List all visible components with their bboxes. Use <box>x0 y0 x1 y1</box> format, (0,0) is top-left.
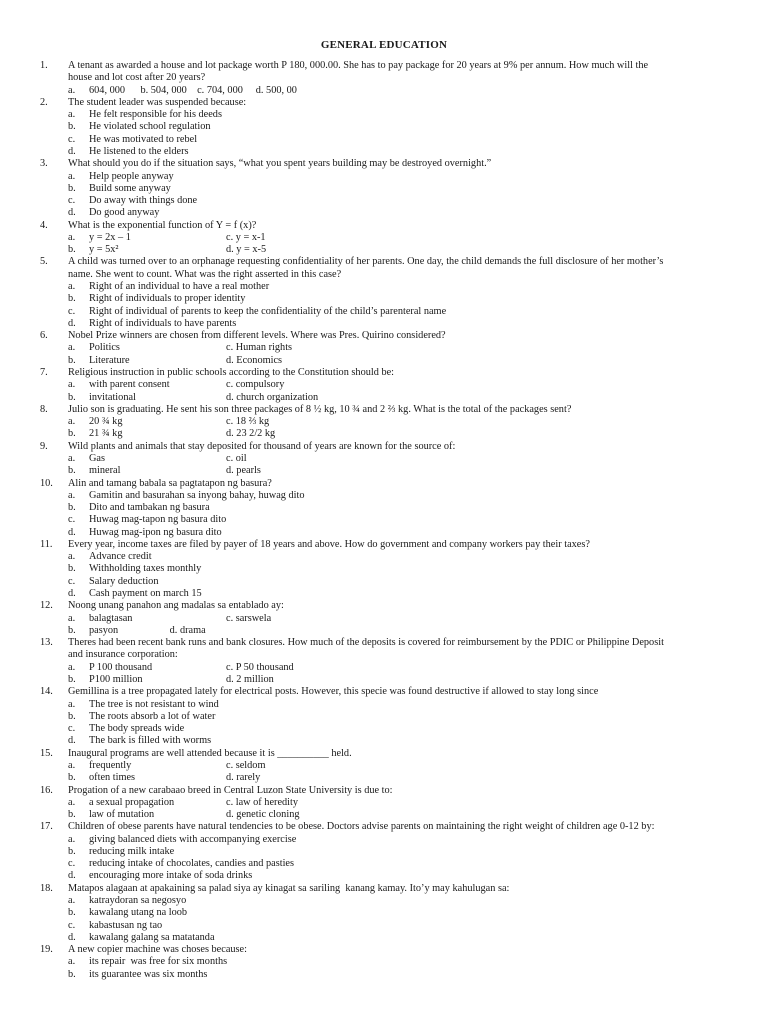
choice-letter: d. <box>68 317 76 329</box>
choice-text: a sexual propagation <box>89 796 175 808</box>
question-number: 4. <box>40 219 48 231</box>
question-text: Progation of a new carabaao breed in Central Luzon State University is due to: <box>68 784 393 796</box>
choice-text: P100 million <box>89 674 143 685</box>
choice-letter: b. <box>68 907 76 919</box>
choice-letter: a. <box>68 759 76 771</box>
choice-letter: d. <box>68 735 76 747</box>
question-text: Inaugural programs are well attended because it is __________ held. <box>68 747 352 759</box>
question-text: A tenant as awarded a house and lot package worth P 180, 000.00. She has to pay package for 20 years at 9% per annum. How much will the <box>68 60 649 71</box>
choice-text: Huwag mag-tapon ng basura dito <box>89 514 227 526</box>
question-number: 10. <box>40 477 53 489</box>
choice-text: Help people anyway <box>89 170 174 182</box>
choice-text: kawalang galang sa matatanda <box>89 931 215 943</box>
choice-letter: b. <box>68 563 76 575</box>
choice-text-second: d. 23 2/2 kg <box>226 428 276 440</box>
choice-text-second: c. sarswela <box>226 612 272 624</box>
question-text: What is the exponential function of Y = f (x)? <box>68 219 257 231</box>
question-number: 16. <box>40 784 53 796</box>
choice-text-second: d. Economics <box>226 354 283 366</box>
choice-text: law of mutation <box>89 809 155 821</box>
question-number: 15. <box>40 747 53 759</box>
choice-text: pasyon d. drama <box>89 624 206 636</box>
choice-text: Huwag mag-ipon ng basura dito <box>89 526 222 538</box>
choice-text: its guarantee was six months <box>89 968 208 980</box>
question-number: 18. <box>40 882 53 894</box>
question-number: 5. <box>40 256 48 268</box>
question-text: Nobel Prize winners are chosen from different levels. Where was Pres. Quirino considered? <box>68 330 446 342</box>
choice-text-second: c. compulsory <box>226 379 285 391</box>
choice-text: 604, 000 b. 504, 000 c. 704, 000 d. 500, 00 <box>89 84 297 96</box>
choice-text: Right of individual of parents to keep the confidentiality of the child’s parenteral name <box>89 305 447 317</box>
question-text: The student leader was suspended because: <box>68 96 247 108</box>
choice-letter: d. <box>68 145 76 157</box>
question-text: Wild plants and animals that stay deposited for thousand of years are known for the source of: <box>68 440 456 452</box>
choice-text: invitational <box>89 391 136 403</box>
question-text: Every year, income taxes are filed by payer of 18 years and above. How do government and company workers pay their taxes? <box>68 538 590 550</box>
question-number: 3. <box>40 158 48 170</box>
choice-letter: d. <box>68 207 76 219</box>
choice-text: mineral <box>89 465 121 477</box>
question-number: 17. <box>40 821 53 833</box>
choice-letter: a. <box>68 452 76 464</box>
question-number: 7. <box>40 367 48 378</box>
choice-text: Literature <box>89 354 130 366</box>
choice-text: kawalang utang na loob <box>89 907 188 919</box>
choice-letter: a. <box>68 281 76 293</box>
choice-letter: a. <box>68 833 76 845</box>
choice-letter: b. <box>68 624 76 636</box>
choice-text: Advance credit <box>89 551 152 563</box>
choice-text-second: d. rarely <box>226 772 261 784</box>
choice-text: Salary deduction <box>89 575 159 587</box>
choice-text: Build some anyway <box>89 182 171 194</box>
choice-letter: a. <box>68 109 76 121</box>
choice-text: kabastusan ng tao <box>89 919 163 931</box>
choice-text: P 100 thousand <box>89 661 153 673</box>
choice-text-second: d. y = x-5 <box>226 244 267 256</box>
choice-text: Dito and tambakan ng basura <box>89 502 210 514</box>
question-number: 6. <box>40 330 48 342</box>
choice-text: Do away with things done <box>89 195 198 207</box>
question-number: 13. <box>40 637 53 649</box>
document-title: GENERAL EDUCATION <box>320 39 448 51</box>
choice-letter: c. <box>68 858 76 870</box>
choice-text-second: c. y = x-1 <box>226 231 266 243</box>
question-text: Noong unang panahon ang madalas sa entablado ay: <box>68 600 284 612</box>
choice-letter: c. <box>68 575 76 587</box>
choice-text: Right of individuals to have parents <box>89 317 237 329</box>
question-number: 19. <box>40 944 53 956</box>
choice-letter: b. <box>68 845 76 857</box>
choice-text: Gas <box>89 452 106 464</box>
choice-text: frequently <box>89 759 132 771</box>
choice-letter: c. <box>68 195 76 207</box>
choice-text: Withholding taxes monthly <box>89 563 202 575</box>
choice-text-second: c. oil <box>226 452 247 464</box>
choice-text-second: d. 2 million <box>226 674 274 685</box>
question-text: A new copier machine was choses because: <box>68 944 247 956</box>
choice-letter: c. <box>68 723 76 735</box>
question-text-wrap: and insurance corporation: <box>68 649 178 661</box>
choice-text: balagtasan <box>89 612 133 624</box>
choice-text: Gamitin and basurahan sa inyong bahay, huwag dito <box>89 489 305 501</box>
choice-text: y = 5x² <box>89 244 119 256</box>
choice-text: with parent consent <box>89 379 170 391</box>
question-number: 2. <box>40 96 48 108</box>
choice-text: katraydoran sa negosyo <box>89 895 187 907</box>
question-text: Matapos alagaan at apakaining sa palad siya ay kinagat sa sariling kanang kamay. Ito’y may kahulugan sa: <box>68 882 510 894</box>
choice-text: Cash payment on march 15 <box>89 588 202 600</box>
question-text: Children of obese parents have natural tendencies to be obese. Doctors advise parents on maintaining the right weight of children age 0-12 by: <box>68 821 655 833</box>
choice-letter: c. <box>68 514 76 526</box>
choice-text-second: c. 18 ⅔ kg <box>226 416 270 428</box>
question-number: 14. <box>40 686 53 698</box>
choice-letter: b. <box>68 244 76 256</box>
question-text: Gemillina is a tree propagated lately for electrical posts. However, this specie was found destructive if allowed to stay long since <box>68 686 599 698</box>
choice-letter: a. <box>68 231 76 243</box>
choice-text: Right of an individual to have a real mother <box>89 281 270 293</box>
choice-letter: a. <box>68 170 76 182</box>
choice-text: 20 ¾ kg <box>89 416 123 428</box>
choice-letter: a. <box>68 379 76 391</box>
choice-text: its repair was free for six months <box>89 956 228 968</box>
choice-letter: b. <box>68 809 76 821</box>
choice-text: The roots absorb a lot of water <box>89 710 216 722</box>
choice-letter: d. <box>68 588 76 600</box>
question-number: 12. <box>40 600 53 612</box>
choice-text: reducing milk intake <box>89 845 175 857</box>
choice-text: The body spreads wide <box>89 723 185 735</box>
choice-letter: b. <box>68 968 76 980</box>
choice-letter: a. <box>68 84 76 96</box>
question-number: 9. <box>40 440 48 452</box>
choice-text-second: c. Human rights <box>226 342 293 354</box>
choice-text: He felt responsible for his deeds <box>89 109 222 121</box>
question-text: What should you do if the situation says, “what you spent years building may be destroyed overnight.” <box>68 158 492 170</box>
choice-text: often times <box>89 772 136 784</box>
choice-text: Right of individuals to proper identity <box>89 293 246 305</box>
choice-text: encouraging more intake of soda drinks <box>89 870 253 882</box>
choice-letter: a. <box>68 612 76 624</box>
choice-text: reducing intake of chocolates, candies and pasties <box>89 858 295 870</box>
choice-text: 21 ¾ kg <box>89 428 123 440</box>
question-text: A child was turned over to an orphanage requesting confidentiality of her parents. One day, the child demands the full disclosure of her mother’s <box>68 256 664 268</box>
question-text: Theres had been recent bank runs and bank closures. How much of the deposits is covered for reimbursement by the PDIC or Philippine Deposit <box>68 637 664 649</box>
choice-text-second: d. pearls <box>226 465 261 477</box>
choice-letter: a. <box>68 551 76 563</box>
choice-letter: c. <box>68 919 76 931</box>
choice-letter: b. <box>68 182 76 194</box>
choice-text: He listened to the elders <box>89 145 189 157</box>
question-number: 11. <box>40 538 53 550</box>
choice-letter: b. <box>68 465 76 477</box>
choice-letter: b. <box>68 772 76 784</box>
question-text-wrap: house and lot cost after 20 years? <box>68 72 206 84</box>
choice-letter: a. <box>68 895 76 907</box>
choice-letter: b. <box>68 710 76 722</box>
choice-text: The tree is not resistant to wind <box>89 698 219 710</box>
choice-letter: d. <box>68 526 76 538</box>
choice-text-second: d. church organization <box>226 391 319 403</box>
choice-letter: b. <box>68 674 76 685</box>
choice-text: He violated school regulation <box>89 121 211 133</box>
question-text: Religious instruction in public schools according to the Constitution should be: <box>68 367 395 378</box>
question-number: 1. <box>40 60 48 71</box>
choice-letter: b. <box>68 121 76 133</box>
question-text: Alin and tamang babala sa pagtatapon ng basura? <box>68 477 272 489</box>
choice-letter: c. <box>68 133 76 145</box>
choice-text: The bark is filled with worms <box>89 735 212 747</box>
question-text: Julio son is graduating. He sent his son three packages of 8 ½ kg, 10 ¾ and 2 ⅔ kg. What is the total of the packages sent? <box>68 403 572 415</box>
choice-text-second: c. law of heredity <box>226 796 299 808</box>
choice-text: He was motivated to rebel <box>89 133 198 145</box>
choice-text-second: c. seldom <box>226 759 266 771</box>
choice-text-second: d. genetic cloning <box>226 809 300 821</box>
choice-text: Do good anyway <box>89 207 160 219</box>
choice-letter: b. <box>68 391 76 403</box>
choice-letter: a. <box>68 661 76 673</box>
choice-letter: d. <box>68 931 76 943</box>
choice-letter: b. <box>68 502 76 514</box>
choice-text: y = 2x – 1 <box>89 231 131 243</box>
choice-letter: b. <box>68 428 76 440</box>
choice-letter: c. <box>68 305 76 317</box>
choice-letter: a. <box>68 489 76 501</box>
choice-letter: b. <box>68 293 76 305</box>
choice-letter: a. <box>68 698 76 710</box>
choice-letter: a. <box>68 796 76 808</box>
choice-text: Politics <box>89 342 120 354</box>
choice-letter: a. <box>68 416 76 428</box>
choice-letter: a. <box>68 956 76 968</box>
choice-text-second: c. P 50 thousand <box>226 661 294 673</box>
choice-text: giving balanced diets with accompanying exercise <box>89 833 297 845</box>
choice-letter: b. <box>68 354 76 366</box>
choice-letter: a. <box>68 342 76 354</box>
question-text-wrap: name. She went to count. What was the right asserted in this case? <box>68 268 342 280</box>
choice-letter: d. <box>68 870 76 882</box>
question-number: 8. <box>40 403 48 415</box>
